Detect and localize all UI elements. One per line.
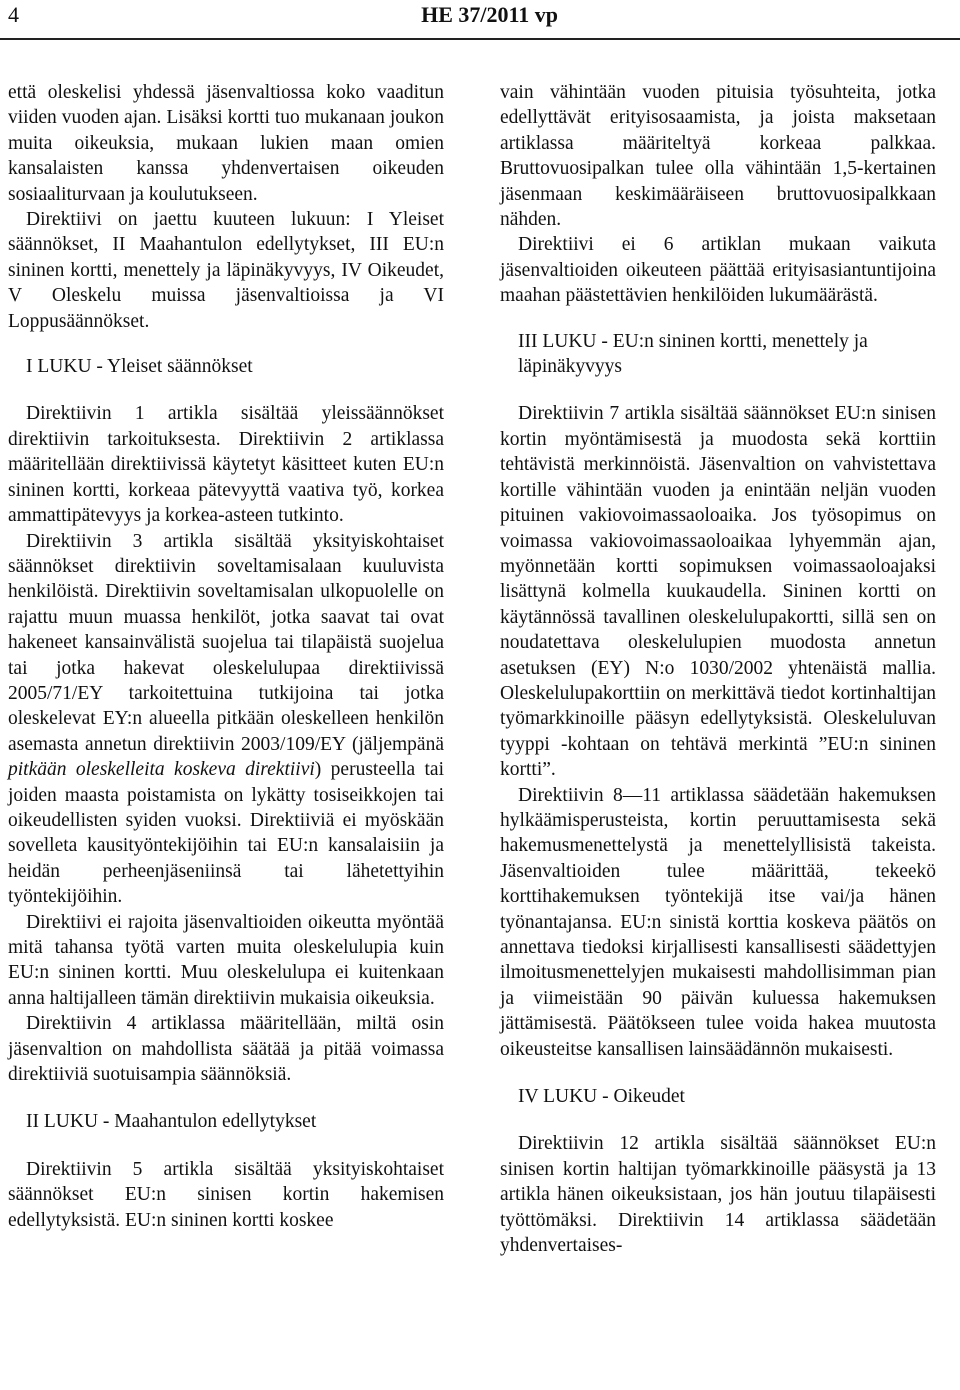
text-run: ) perusteella tai joiden maasta poistamista on lykätty tosiseikkojen tai oikeudellisten syiden vuoksi. Direktiiviä ei myöskään sovelleta kausityöntekijöihin tai EU:n kansalaisiin ja heidän perheenjäseniinsä tai lähetettyihin työntekijöihin. xyxy=(8,759,444,908)
paragraph: Direktiivi ei rajoita jäsenvaltioiden oikeutta myöntää mitä tahansa työtä varten muita oleskelulupia kuin EU:n sininen kortti. Muu oleskelulupa ei kuitenkaan anna haltijalleen tämän direktiivin mukaisia oikeuksia. xyxy=(8,911,444,1009)
italic-term: pitkään oleskelleita koskeva direktiivi xyxy=(8,759,315,781)
paragraph: Direktiivin 5 artikla sisältää yksityiskohtaiset säännökset EU:n sinisen kortin hakemisen edellytyksistä. EU:n sininen kortti koskee xyxy=(8,1158,444,1231)
paragraph: vain vähintään vuoden pituisia työsuhteita, jotka edellyttävät erityisosaamista, ja joista maksetaan artiklassa määriteltyä korkeaa palkkaa. Bruttovuosipalkan tulee olla vähintään 1,5-kertainen jäsenmaan keskimääräiseen bruttovuosipalkkaan nähden. xyxy=(500,82,936,231)
section-heading: II LUKU - Maahantulon edellytykset xyxy=(26,1111,317,1133)
left-column xyxy=(8,80,444,1233)
paragraph: Direktiivin 8—11 artiklassa säädetään hakemuksen hylkäämisperusteista, kortin peruuttamisesta sekä hakemusmenettelystä ja menettelyllisistä takeista. Jäsenvaltioiden tulee määrittää, tekeekö korttihakemuksen työntekijä itse vai/ja hänen työnantajansa. EU:n sinistä korttia koskeva päätös on annettava tiedoksi kirjallisesti kansallisesti säädettyjen ilmoitusmenettelyjen mukaisesti mahdollisimman pian ja viimeistään 90 päivän kuluessa hakemuksen jättämisestä. Päätökseen tulee voida hakea muutosta oikeusteitse kansallisen lainsäädännön mukaisesti. xyxy=(500,784,936,1060)
paragraph: Direktiivi on jaettu kuuteen lukuun: I Yleiset säännökset, II Maahantulon edellytykset, III EU:n sininen kortti, menettely ja läpinäkyvyys, IV Oikeudet, V Oleskelu muissa jäsenvaltioissa ja VI Loppusäännökset. xyxy=(8,209,444,332)
header-divider xyxy=(0,38,960,40)
paragraph: Direktiivin 12 artikla sisältää säännökset EU:n sinisen kortin haltijan työmarkkinoille pääsystä ja 13 artikla hänen oikeuksistaan, jos hän joutuu tilapäisesti työttömäksi. Direktiivin 14 artiklassa säädetään yhdenvertaises- xyxy=(500,1133,936,1257)
document-id: HE 37/2011 vp xyxy=(421,2,558,27)
paragraph: Direktiivi ei 6 artiklan mukaan vaikuta jäsenvaltioiden oikeuteen päättää erityisasiantuntijoina maahan päästettävien henkilöiden lukumäärästä. xyxy=(500,234,936,307)
paragraph: Direktiivin 1 artikla sisältää yleissäännökset direktiivin tarkoituksesta. Direktiivin 2 artiklassa määritellään direktiivissä käytetyt käsitteet kuten EU:n sininen kortti, korkeaa pätevyyttä vaativa työ, korkea ammattipätevyys ja korkea-asteen tutkinto. xyxy=(8,403,444,527)
paragraph: että oleskelisi yhdessä jäsenvaltiossa koko vaaditun viiden vuoden ajan. Lisäksi kortti tuo mukanaan joukon muita oikeuksia, mukaan lukien maan omien kansalaisten kanssa yhdenvertaisen oikeuden sosiaaliturvaan ja koulutukseen. xyxy=(8,82,444,205)
paragraph: Direktiivin 7 artikla sisältää säännökset EU:n sinisen kortin myöntämisestä ja muodosta sekä korttiin tehtävistä merkinnöistä. Jäsenvaltion on vahvistettava kortille vähintään vuoden ja enintään neljän vuoden pituinen vakiovoimassaoloaika. Jos työsopimus on voimassa vakiovoimassaoloaikaa lyhyemmän ajan, myönnetään kortti sopimuksen voimassaoloajaksi lisättynä kolmella kuukaudella. Sininen kortti on käytännössä tavallinen oleskelulupakortti, sillä sen on noudatettava oleskelulupien muodosta annetun asetuksen (EY) N:o 1030/2002 yhtenäistä mallia. Oleskelulupakorttiin on merkittävä tiedot kortinhaltijan työmarkkinoille pääsyn edellytyksistä. Oleskeluluvan tyyppi -kohtaan on tehtävä merkintä ”EU:n sininen kortti”. xyxy=(500,403,936,781)
paragraph xyxy=(8,529,444,910)
page-header xyxy=(0,0,960,36)
text-run: Direktiivin 3 artikla sisältää yksityiskohtaiset säännökset direktiivin soveltamisalaan kuuluvista henkilöistä. Direktiivin soveltamisalan ulkopuolelle on rajattu muun muassa henkilöt, jotka saavat tai ovat hakeneet kansainvälistä suojelua tai tilapäistä suojelua tai jotka hakevat oleskelulupaa direktiivissä 2005/71/EY tarkoitettuina tutkijoina tai jotka oleskelevat EY:n alueella pitkään oleskelleen henkilön asemasta annetun direktiivin 2003/109/EY (jäljempänä xyxy=(8,530,444,755)
section-heading: III LUKU - EU:n sininen kortti, menettely ja läpinäkyvyys xyxy=(518,330,868,378)
section-heading: I LUKU - Yleiset säännökset xyxy=(26,356,253,378)
page-number: 4 xyxy=(8,2,19,27)
section-heading: IV LUKU - Oikeudet xyxy=(518,1086,685,1108)
right-column xyxy=(500,80,936,1258)
paragraph: Direktiivin 4 artiklassa määritellään, miltä osin jäsenvaltion on mahdollista säätää ja pitää voimassa direktiiviä suotuisampia säännöksiä. xyxy=(8,1013,444,1086)
